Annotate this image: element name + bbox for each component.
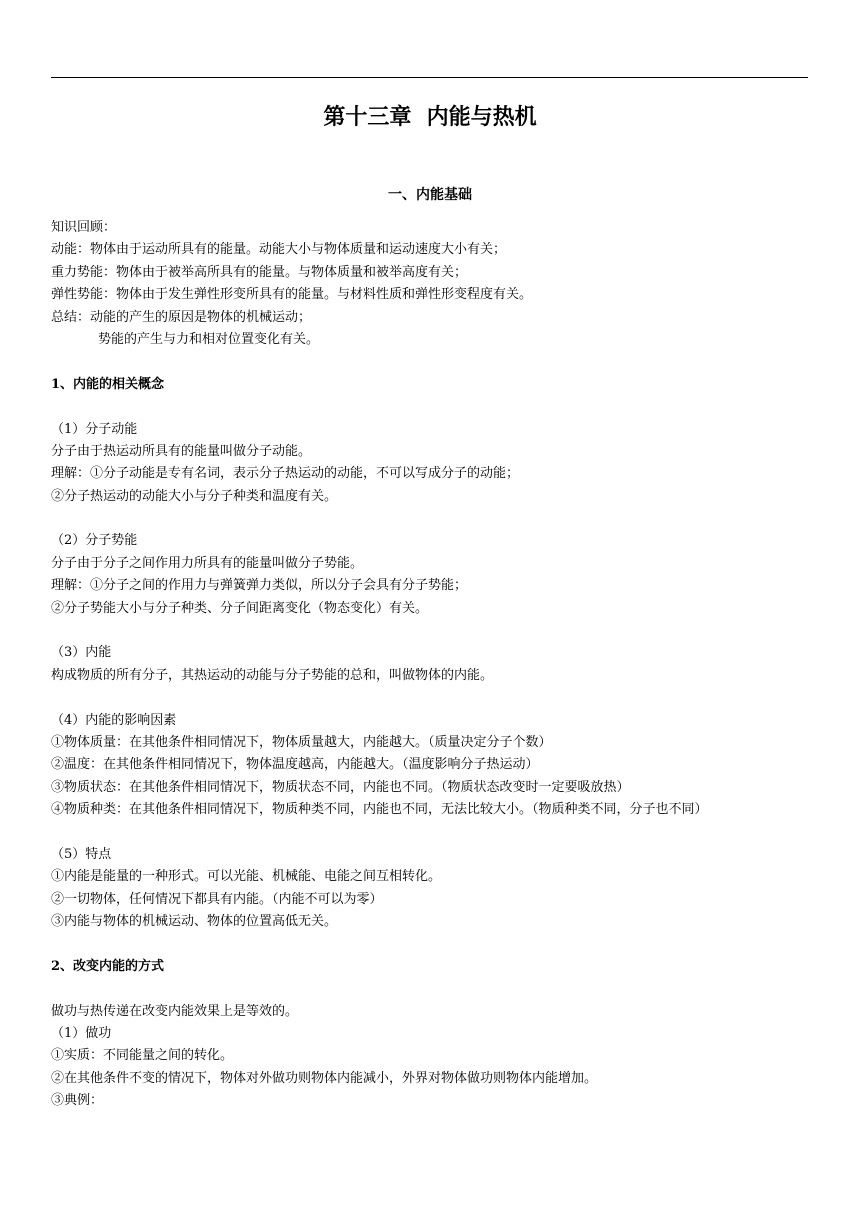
text-line: ③内能与物体的机械运动、物体的位置高低无关。 <box>51 914 338 930</box>
text-line: 势能的产生与力和相对位置变化有关。 <box>98 331 320 347</box>
text-line: ④物质种类：在其他条件相同情况下，物质种类不同，内能也不同，无法比较大小。（物质种类不同，分子也不同） <box>51 802 708 818</box>
text-line: （3）内能 <box>51 645 112 661</box>
text-line: ②一切物体，任何情况下都具有内能。（内能不可以为零） <box>51 891 383 907</box>
text-line: 弹性势能：物体由于发生弹性形变所具有的能量。与材料性质和弹性形变程度有关。 <box>51 287 533 303</box>
text-line: （4）内能的影响因素 <box>51 712 177 728</box>
text-line: 总结：动能的产生的原因是物体的机械运动； <box>51 309 312 325</box>
text-line: 动能：物体由于运动所具有的能量。动能大小与物体质量和运动速度大小有关； <box>51 242 507 258</box>
text-line: 重力势能：物体由于被举高所具有的能量。与物体质量和被举高度有关； <box>51 264 468 280</box>
text-line: 理解：①分子之间的作用力与弹簧弹力类似，所以分子会具有分子势能； <box>51 578 468 594</box>
text-line: ③物质状态：在其他条件相同情况下，物质状态不同，内能也不同。（物质状态改变时一定要吸放热） <box>51 779 630 795</box>
text-line: ②分子热运动的动能大小与分子种类和温度有关。 <box>51 488 338 504</box>
text-line: ①内能是能量的一种形式。可以光能、机械能、电能之间互相转化。 <box>51 869 442 885</box>
subsection-heading: 1、内能的相关概念 <box>51 376 165 392</box>
text-line: 分子由于热运动所具有的能量叫做分子动能。 <box>51 443 312 459</box>
text-line: 理解：①分子动能是专有名词，表示分子热运动的动能，不可以写成分子的动能； <box>51 466 520 482</box>
text-line: （2）分子势能 <box>51 533 138 549</box>
text-line: 知识回顾： <box>51 220 117 235</box>
header-rule <box>51 77 808 78</box>
text-line: （5）特点 <box>51 846 112 862</box>
text-line: 构成物质的所有分子，其热运动的动能与分子势能的总和，叫做物体的内能。 <box>51 667 494 683</box>
text-line: ②温度：在其他条件相同情况下，物体温度越高，内能越大。（温度影响分子热运动） <box>51 757 539 773</box>
text-line: ①实质：不同能量之间的转化。 <box>51 1048 234 1064</box>
chapter-title: 第十三章 内能与热机 <box>323 104 537 130</box>
text-line: ②在其他条件不变的情况下，物体对外做功则物体内能减小，外界对物体做功则物体内能增加。 <box>51 1070 598 1086</box>
document-body <box>51 217 821 1113</box>
subsection-heading: 2、改变内能的方式 <box>51 958 165 974</box>
section-title: 一、内能基础 <box>388 187 472 203</box>
text-line: 分子由于分子之间作用力所具有的能量叫做分子势能。 <box>51 555 364 571</box>
text-line: ②分子势能大小与分子种类、分子间距离变化（物态变化）有关。 <box>51 600 429 616</box>
text-line: （1）做功 <box>51 1026 112 1042</box>
text-line: ③典例： <box>51 1093 104 1109</box>
text-line: ①物体质量：在其他条件相同情况下，物体质量越大，内能越大。（质量决定分子个数） <box>51 734 552 750</box>
text-line: 做功与热传递在改变内能效果上是等效的。 <box>51 1003 299 1019</box>
text-line: （1）分子动能 <box>51 421 138 437</box>
